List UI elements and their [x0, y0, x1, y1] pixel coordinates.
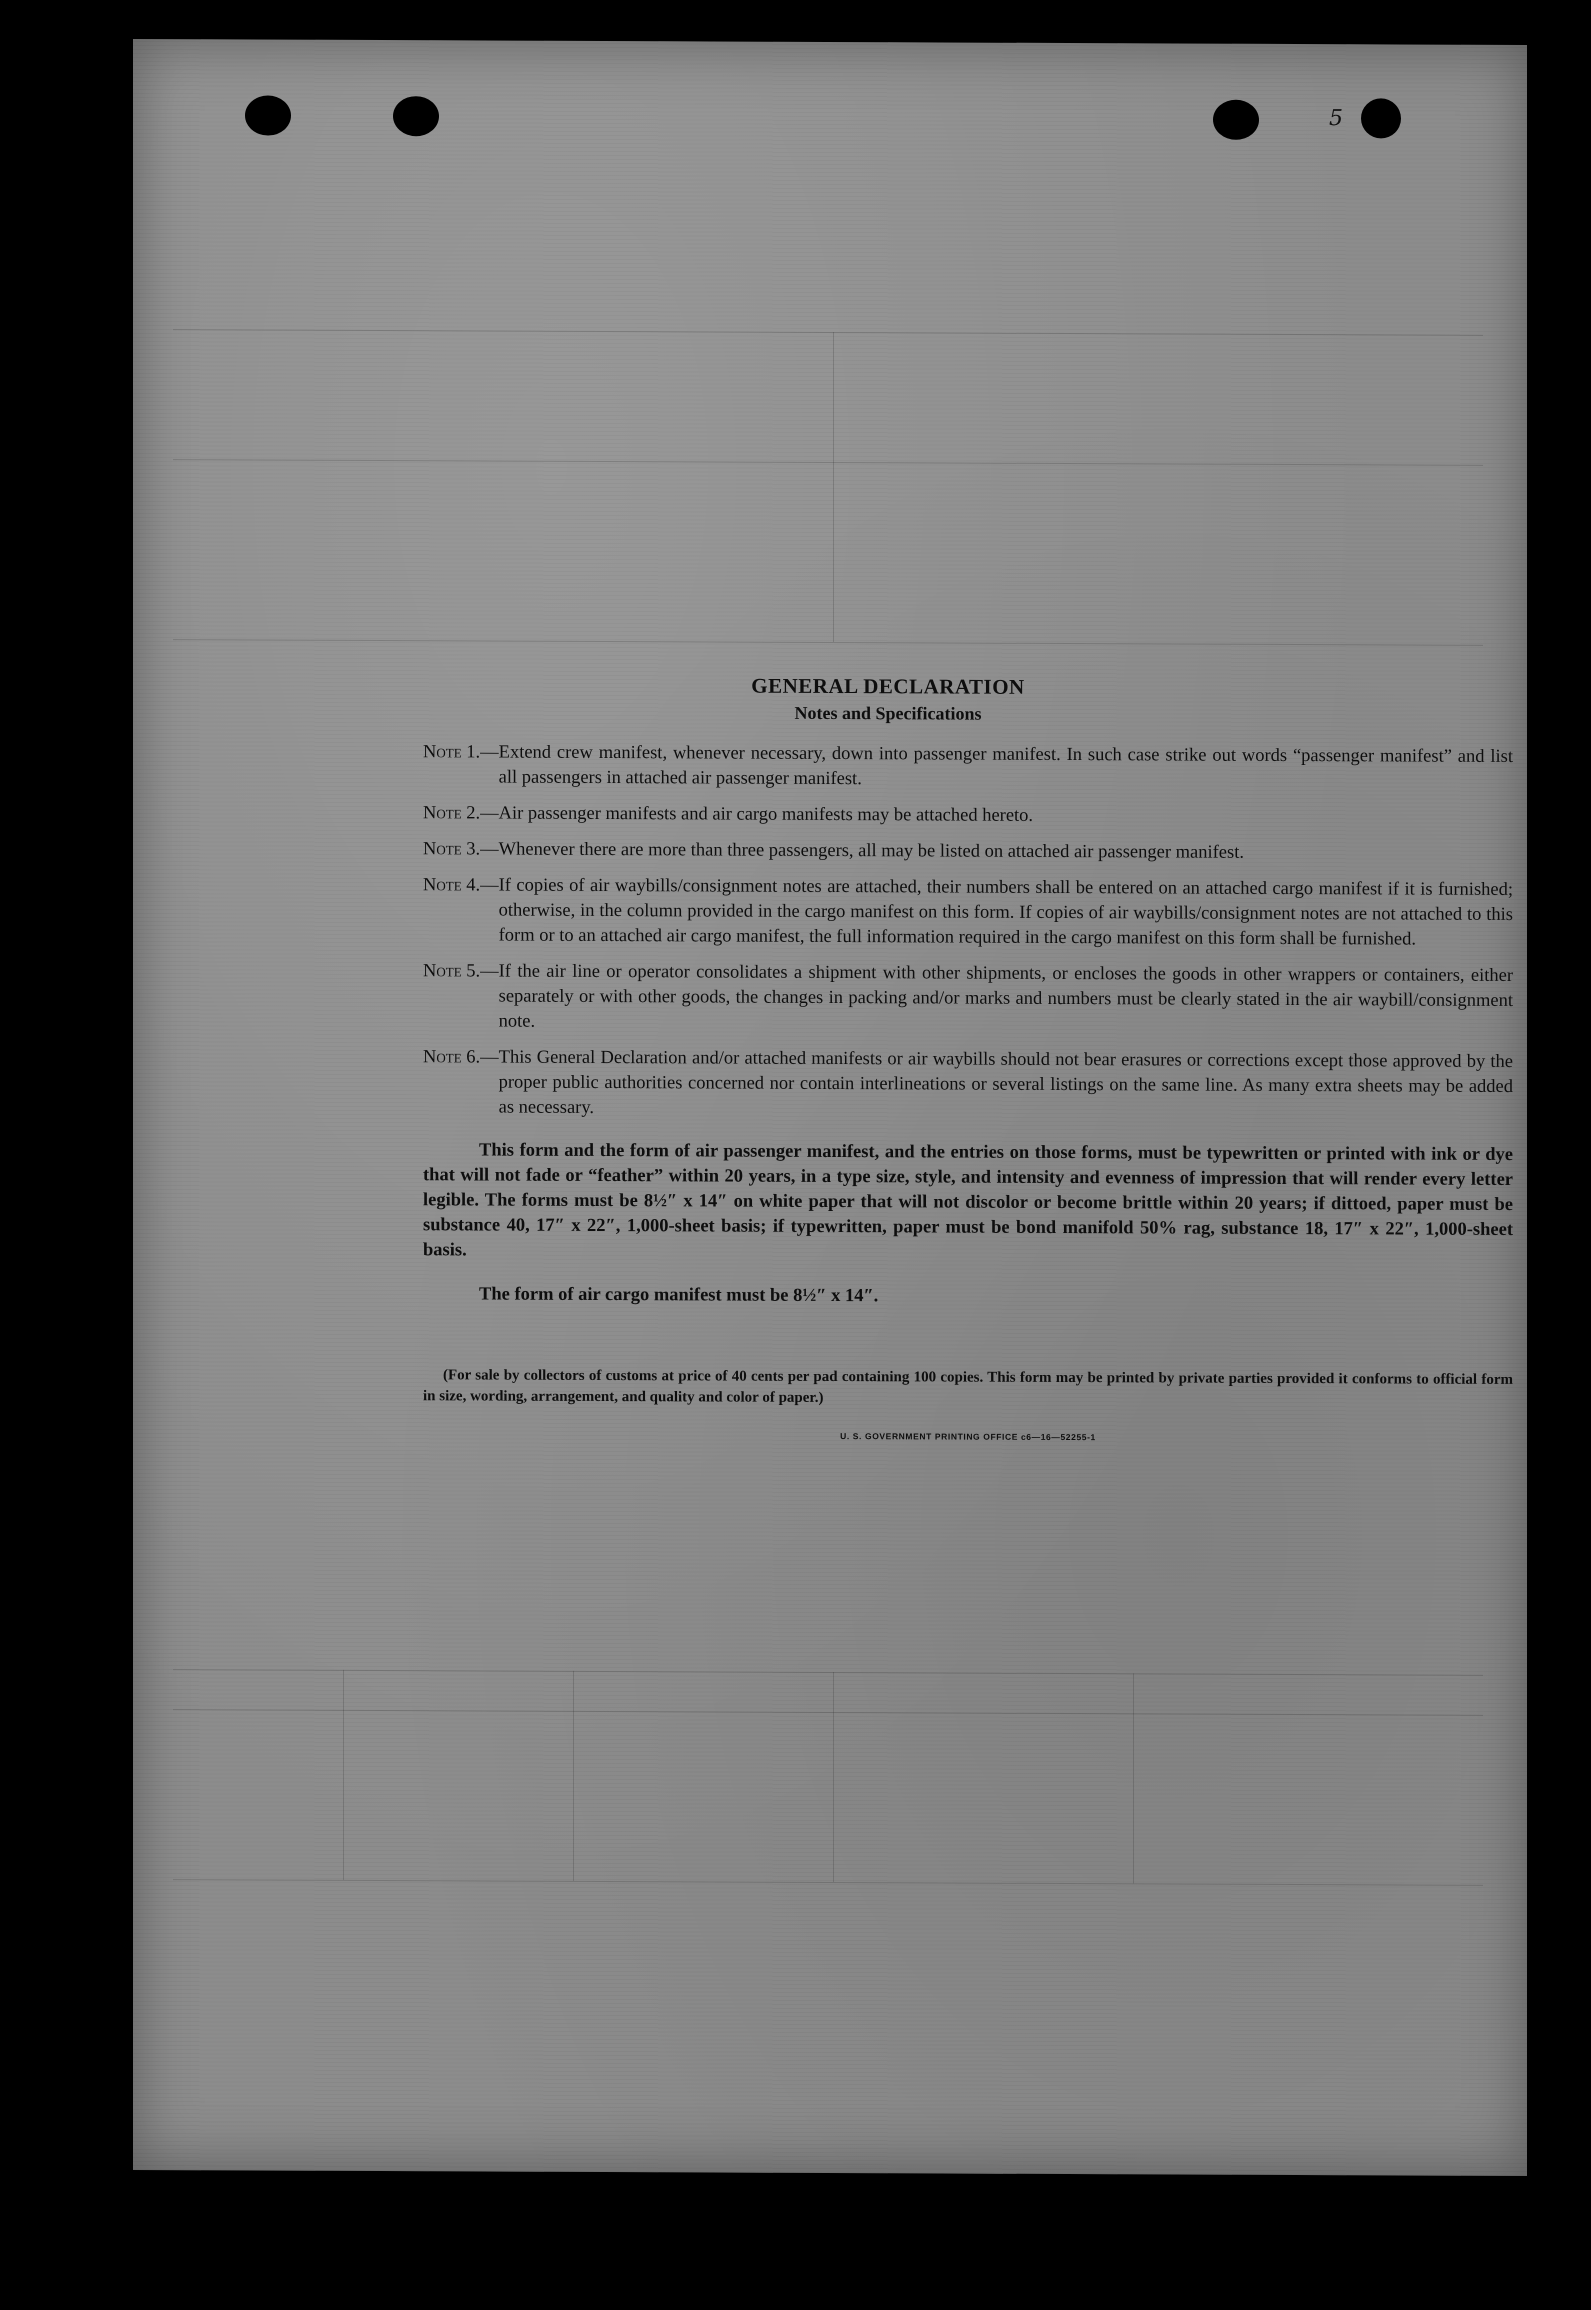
document-title: GENERAL DECLARATION [751, 673, 1025, 699]
document-page [133, 39, 1527, 2176]
notes-and-specifications [423, 672, 1513, 1443]
bleed-through-column [573, 1671, 574, 1881]
bleed-through-rule [173, 459, 1483, 466]
note-text: Extend crew manifest, whenever necessary, down into passenger manifest. In such case strike out words “passenger manifest” and list all passengers in attached air passenger manifest. [498, 742, 1513, 790]
note-3 [423, 837, 1513, 867]
note-label: Note 4.— [423, 875, 499, 896]
bleed-through-rule [173, 329, 1483, 336]
note-text: If copies of air waybills/consignment notes are attached, their numbers shall be entered on an attached cargo manifest if it is furnished; otherwise, in the column provided in the cargo manifest on this form. If copies of air waybills/consignment notes are not attached to this form or to an attached air cargo manifest, the full information required in the cargo manifest on this form shall be furnished. [498, 875, 1513, 950]
note-2 [423, 801, 1513, 831]
note-text: This General Declaration and/or attached manifests or air waybills should not bear erasures or corrections except those approved by the proper public authorities concerned nor contain interlineations or several listings on the same line. As many extra sheets may be added as necessary. [498, 1047, 1513, 1118]
punch-hole-left [245, 95, 291, 135]
sale-notice: (For sale by collectors of customs at price of 40 cents per pad containing 100 copies. This form may be printed by private parties provided it conforms to official form in size, wording, arrangement, and quality and color of paper.) [423, 1366, 1513, 1406]
punch-hole-center-left [393, 96, 439, 136]
specification-paragraph: This form and the form of air passenger manifest, and the entries on those forms, must be typewritten or printed with ink or dye that will not fade or “feather” within 20 years, in a type size, style, and intensity and evenness of impression that will render every letter legible. The forms must be 8½″ x 14″ on white paper that will not discolor or become brittle within 20 years; if dittoed, paper must be substance 40, 17″ x 22″, 1,000-sheet basis; if typewritten, paper must be bond manifold 50% rag, substance 18, 17″ x 22″, 1,000-sheet basis. [423, 1140, 1513, 1261]
note-text: If the air line or operator consolidates a shipment with other shipments, or encloses the goods in other wrappers or containers, either separately or with other goods, the changes in packing and/or marks and numbers must be clearly stated in the air waybill/consignment note. [498, 961, 1513, 1032]
note-1 [423, 740, 1513, 795]
note-label: Note 6.— [423, 1047, 499, 1068]
punch-hole-far-right [1361, 98, 1401, 138]
bleed-through-column [1133, 1673, 1134, 1883]
note-label: Note 2.— [423, 803, 499, 824]
bleed-through-rule [173, 1709, 1483, 1716]
note-6 [423, 1045, 1513, 1125]
bleed-through-rule [173, 1669, 1483, 1676]
bleed-through-rule [173, 639, 1483, 646]
note-label: Note 5.— [423, 961, 499, 982]
note-label: Note 3.— [423, 839, 499, 860]
note-5 [423, 959, 1513, 1039]
note-label: Note 1.— [423, 742, 499, 763]
handwritten-page-number: 5 [1329, 106, 1343, 132]
note-text: Whenever there are more than three passengers, all may be listed on attached air passenger manifest. [498, 839, 1244, 863]
printing-office-imprint: U. S. GOVERNMENT PRINTING OFFICE c6—16—52255-1 [840, 1430, 1096, 1442]
bleed-through-column [833, 1672, 834, 1882]
document-subtitle: Notes and Specifications [794, 702, 982, 724]
bleed-through-rule [173, 1879, 1483, 1886]
bleed-through-column [833, 332, 834, 642]
bleed-through-column [343, 1670, 344, 1880]
note-text: Air passenger manifests and air cargo manifests may be attached hereto. [498, 803, 1034, 826]
note-4 [423, 873, 1513, 953]
cargo-form-size: The form of air cargo manifest must be 8½″ x 14″. [479, 1283, 879, 1306]
punch-hole-right [1213, 100, 1259, 140]
